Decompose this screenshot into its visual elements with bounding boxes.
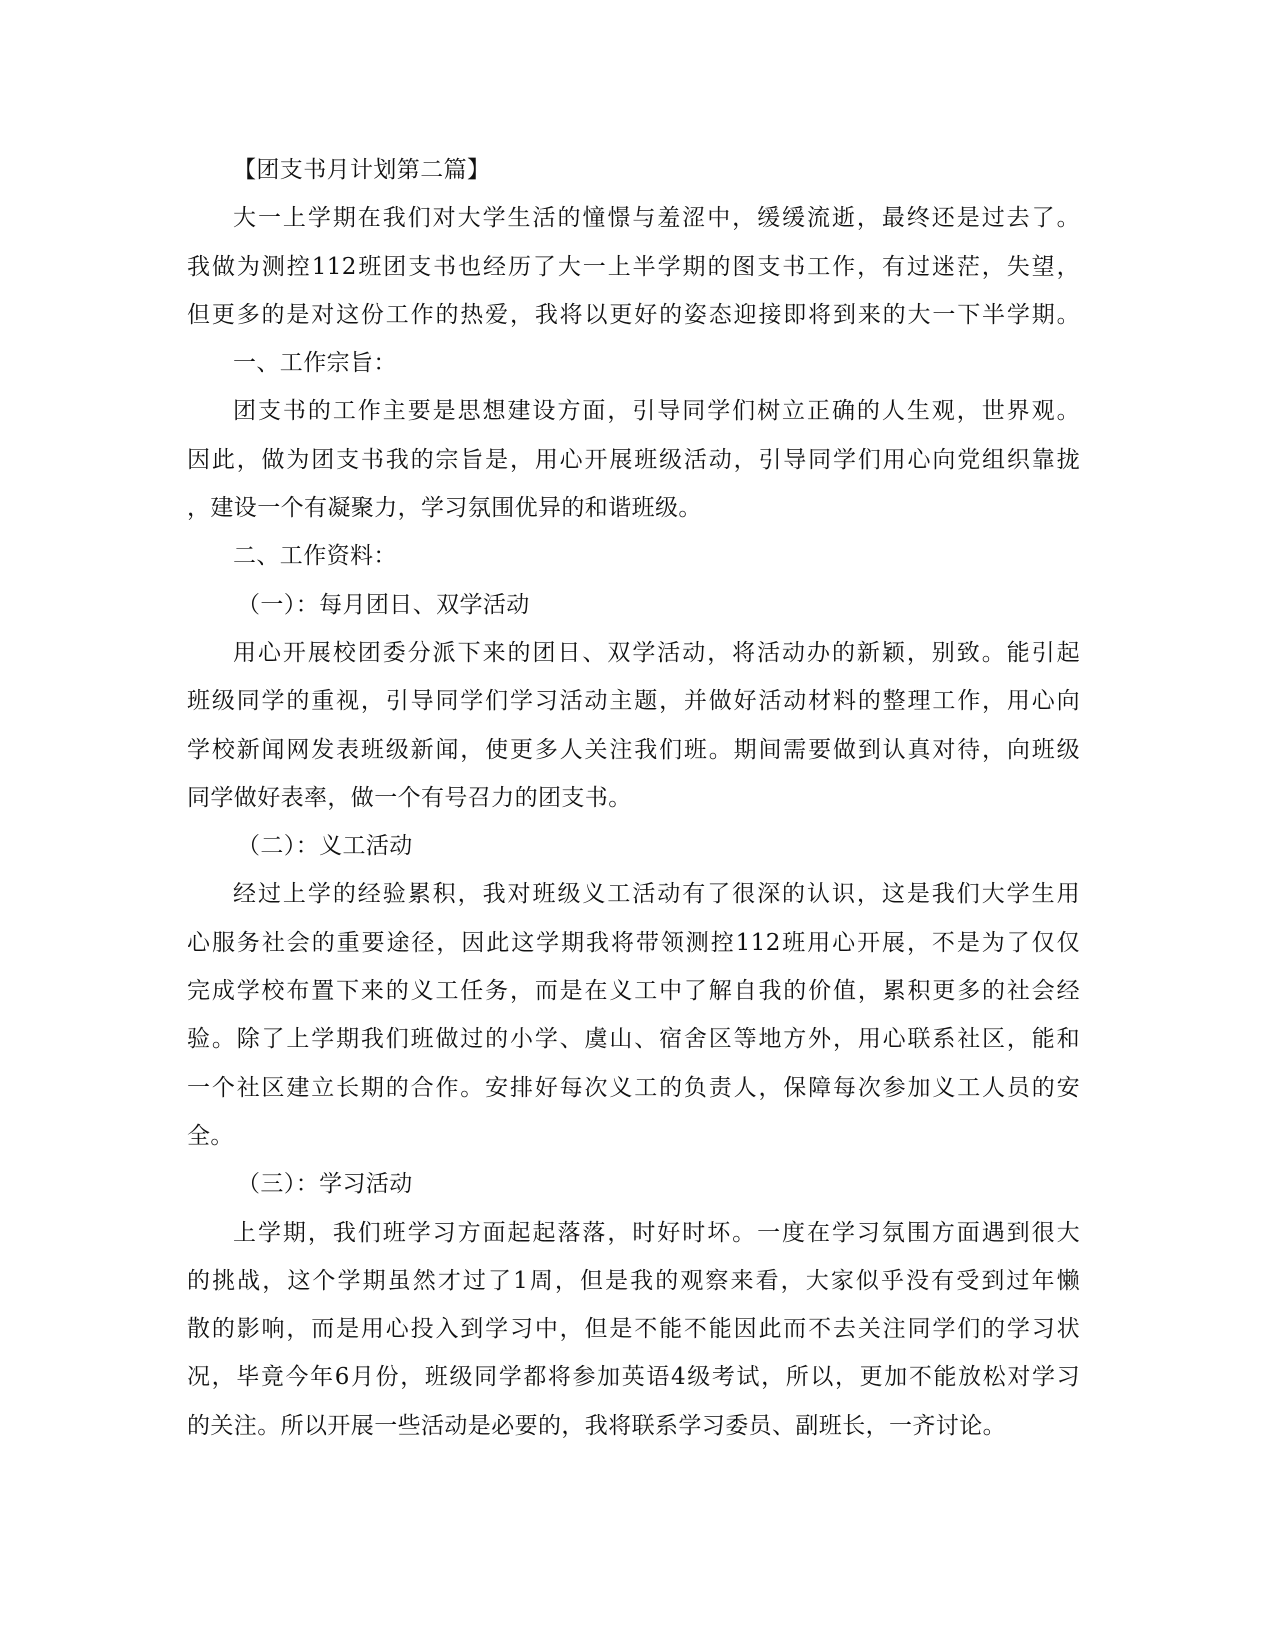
paragraph-line: 学校新闻网发表班级新闻，使更多人关注我们班。期间需要做到认真对待，向班级 [187, 736, 1080, 763]
paragraph-line: 散的影响，而是用心投入到学习中，但是不能不能因此而不去关注同学们的学习状 [187, 1316, 1080, 1343]
subsection-heading: （一）：每月团日、双学活动 [237, 591, 530, 618]
paragraph-line: ，建设一个有凝聚力，学习氛围优异的和谐班级。 [187, 495, 702, 522]
paragraph-line: 班级同学的重视，引导同学们学习活动主题，并做好活动材料的整理工作，用心向 [187, 688, 1080, 715]
subsection-heading: （二）：义工活动 [237, 833, 413, 860]
paragraph-line: 我做为测控112班团支书也经历了大一上半学期的图支书工作，有过迷茫，失望， [187, 253, 1080, 280]
paragraph-line: 况，毕竟今年6月份，班级同学都将参加英语4级考试，所以，更加不能放松对学习 [187, 1364, 1080, 1391]
paragraph-line: 因此，做为团支书我的宗旨是，用心开展班级活动，引导同学们用心向党组织靠拢 [187, 446, 1080, 473]
paragraph-line: 上学期，我们班学习方面起起落落，时好时坏。一度在学习氛围方面遇到很大 [233, 1219, 1080, 1246]
paragraph-line: 完成学校布置下来的义工任务，而是在义工中了解自我的价值，累积更多的社会经 [187, 978, 1080, 1005]
paragraph-line: 的关注。所以开展一些活动是必要的，我将联系学习委员、副班长，一齐讨论。 [187, 1412, 1006, 1439]
paragraph-line: 用心开展校团委分派下来的团日、双学活动，将活动办的新颖，别致。能引起 [233, 639, 1080, 666]
document-body [187, 146, 1080, 1450]
document-title: 【团支书月计划第二篇】 [233, 157, 491, 183]
paragraph-line: 的挑战，这个学期虽然才过了1周，但是我的观察来看，大家似乎没有受到过年懒 [187, 1267, 1080, 1294]
paragraph-line: 团支书的工作主要是思想建设方面，引导同学们树立正确的人生观，世界观。 [233, 398, 1080, 425]
paragraph-line: 经过上学的经验累积，我对班级义工活动有了很深的认识，这是我们大学生用 [233, 881, 1080, 908]
paragraph-line: 全。 [187, 1122, 234, 1149]
paragraph-line: 心服务社会的重要途径，因此这学期我将带领测控112班用心开展，不是为了仅仅 [187, 929, 1080, 956]
subsection-heading: （三）：学习活动 [237, 1171, 413, 1198]
paragraph-line: 一个社区建立长期的合作。安排好每次义工的负责人，保障每次参加义工人员的安 [187, 1074, 1080, 1101]
paragraph-line: 同学做好表率，做一个有号召力的团支书。 [187, 784, 632, 811]
paragraph-line: 但更多的是对这份工作的热爱，我将以更好的姿态迎接即将到来的大一下半学期。 [187, 301, 1080, 328]
section-heading: 一、工作宗旨： [233, 350, 397, 377]
paragraph-line: 大一上学期在我们对大学生活的憧憬与羞涩中，缓缓流逝，最终还是过去了。 [233, 205, 1080, 232]
section-heading: 二、工作资料： [233, 543, 397, 570]
paragraph-line: 验。除了上学期我们班做过的小学、虞山、宿舍区等地方外，用心联系社区，能和 [187, 1026, 1080, 1053]
